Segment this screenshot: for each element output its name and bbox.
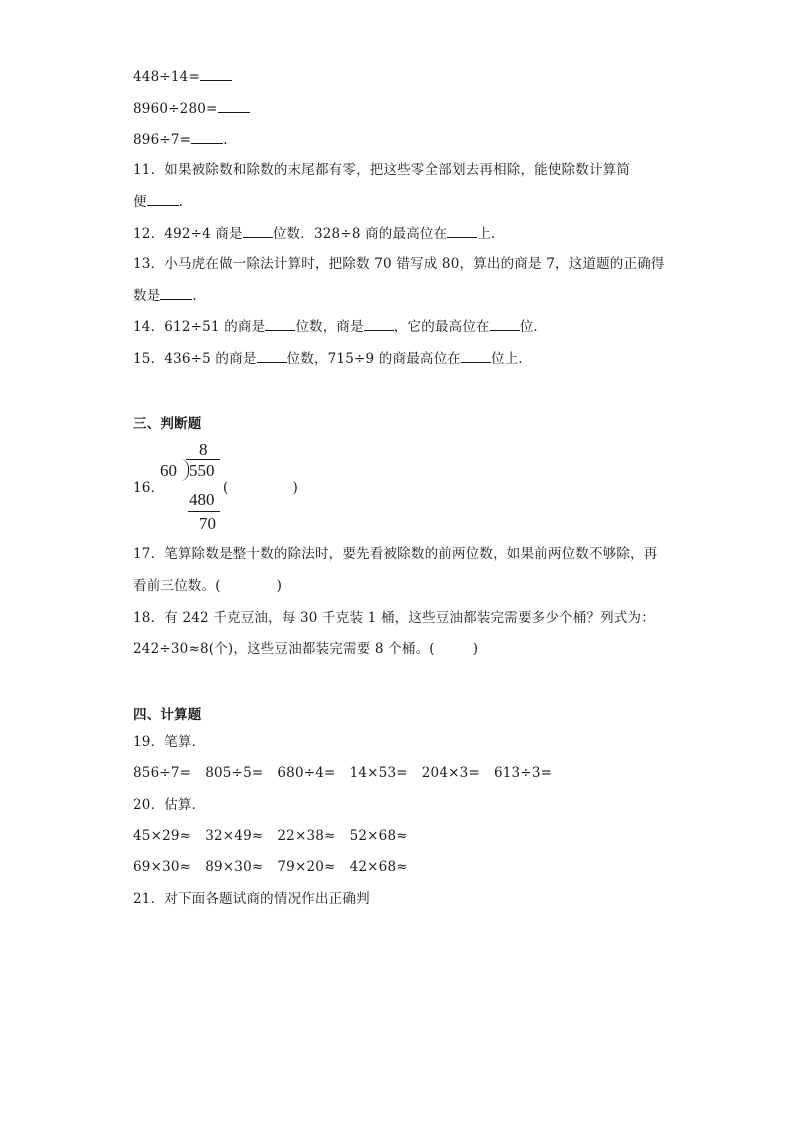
question-text: 看前三位数。( [133, 578, 221, 594]
paren-close: ) [276, 578, 283, 594]
problem-448-div-14 [133, 67, 232, 86]
problem-text: 8960÷280= [133, 101, 218, 117]
question-text: 17．笔算除数是整十数的除法时，要先看被除数的前两位数，如果前两位数不够除，再 [133, 546, 658, 562]
question-13-line-2 [133, 286, 197, 305]
question-20-title: 20．估算． [133, 797, 206, 813]
question-17-line-2 [133, 577, 282, 595]
estimate-item[interactable]: 32×49≈ [205, 828, 264, 844]
division-divisor: 60 [160, 461, 177, 480]
question-text: 上． [477, 226, 505, 242]
answer-blank[interactable] [490, 317, 520, 331]
estimate-item[interactable]: 45×29≈ [133, 828, 192, 844]
question-17-line-1 [133, 545, 657, 563]
section-title-judgment: 三、判断题 [133, 416, 202, 432]
estimate-item[interactable]: 79×20≈ [277, 859, 336, 875]
problem-item[interactable]: 856÷7= [133, 765, 192, 781]
question-text: 13．小马虎在做一除法计算时，把除数 70 错写成 80，算出的商是 7，这道题的正确得 [133, 256, 665, 272]
question-11-line-2 [133, 192, 183, 211]
answer-blank[interactable] [364, 317, 394, 331]
question-text: 位数，商是 [295, 319, 364, 335]
question-12 [133, 224, 505, 243]
question-text: 242÷30≈8(个)，这些豆油都装完需要 8 个桶。( [133, 641, 435, 657]
problem-text: 896÷7= [133, 132, 192, 148]
question-18-line-1 [133, 609, 655, 627]
question-text: 位． [519, 319, 548, 335]
question-text: 数是 [133, 288, 161, 304]
period: . [223, 132, 228, 148]
section-title-calculation: 四、计算题 [133, 707, 202, 723]
question-13-line-1 [133, 255, 665, 273]
period: . [178, 194, 184, 210]
question-text: 位上． [491, 351, 533, 367]
division-quotient: 8 [199, 440, 208, 459]
question-19-title: 19．笔算． [133, 734, 206, 750]
division-dividend: 550 [189, 461, 215, 480]
question-text: 15．436÷5 的商是 [133, 351, 257, 367]
answer-blank[interactable] [191, 130, 223, 144]
estimate-item[interactable]: 52×68≈ [349, 828, 408, 844]
problem-8960-div-280 [133, 99, 250, 118]
problem-item[interactable]: 14×53= [349, 765, 408, 781]
question-text: 便 [133, 194, 147, 210]
division-bracket [180, 459, 189, 481]
estimate-item[interactable]: 22×38≈ [277, 828, 336, 844]
paren-close: ) [292, 480, 298, 496]
problem-896-div-7 [133, 130, 228, 149]
problem-item[interactable]: 680÷4= [277, 765, 336, 781]
estimate-item[interactable]: 42×68≈ [349, 859, 408, 875]
question-text: 14．612÷51 的商是 [133, 319, 266, 335]
question-text: 11．如果被除数和除数的末尾都有零，把这些零全部划去再相除，能使除数计算简 [133, 162, 631, 178]
division-product: 480 [189, 490, 215, 509]
division-subtract-bar [188, 511, 220, 512]
paren-open: ( [223, 480, 229, 496]
question-19-problems [133, 764, 552, 782]
question-21-title: 21．对下面各题试商的情况作出正确判 [133, 891, 370, 907]
estimate-item[interactable]: 89×30≈ [205, 859, 264, 875]
question-14 [133, 317, 547, 336]
division-remainder: 70 [199, 514, 216, 533]
paren-close: ) [472, 641, 479, 657]
question-11-line-1 [133, 161, 630, 179]
answer-blank[interactable] [265, 317, 295, 331]
question-18-line-2 [133, 640, 478, 658]
question-text: 位数，715÷9 的商最高位在 [286, 351, 462, 367]
answer-blank[interactable] [461, 349, 491, 363]
period: . [192, 288, 197, 304]
question-20-row-1 [133, 827, 408, 845]
problem-item[interactable]: 204×3= [421, 765, 480, 781]
answer-blank[interactable] [218, 99, 250, 113]
answer-blank[interactable] [257, 349, 287, 363]
answer-blank[interactable] [200, 67, 232, 81]
answer-blank[interactable] [147, 192, 179, 206]
question-text: 位数．328÷8 商的最高位在 [272, 226, 448, 242]
problem-text: 448÷14= [133, 69, 200, 85]
question-text: 12．492÷4 商是 [133, 226, 243, 242]
answer-blank[interactable] [160, 286, 192, 300]
question-16-answer-paren[interactable] [223, 479, 298, 497]
answer-blank[interactable] [447, 224, 477, 238]
answer-blank[interactable] [243, 224, 273, 238]
question-text: 18．有 242 千克豆油，每 30 千克装 1 桶，这些豆油都装完需要多少个桶？列式为： [133, 610, 655, 626]
estimate-item[interactable]: 69×30≈ [133, 859, 192, 875]
problem-item[interactable]: 613÷3= [493, 765, 553, 781]
question-20-row-2 [133, 858, 408, 876]
division-top-bar [186, 459, 220, 460]
problem-item[interactable]: 805÷5= [205, 765, 264, 781]
question-16-label: 16． [133, 480, 165, 496]
question-text: ，它的最高位在 [393, 319, 490, 335]
question-15 [133, 349, 532, 368]
long-division-figure [160, 440, 230, 535]
